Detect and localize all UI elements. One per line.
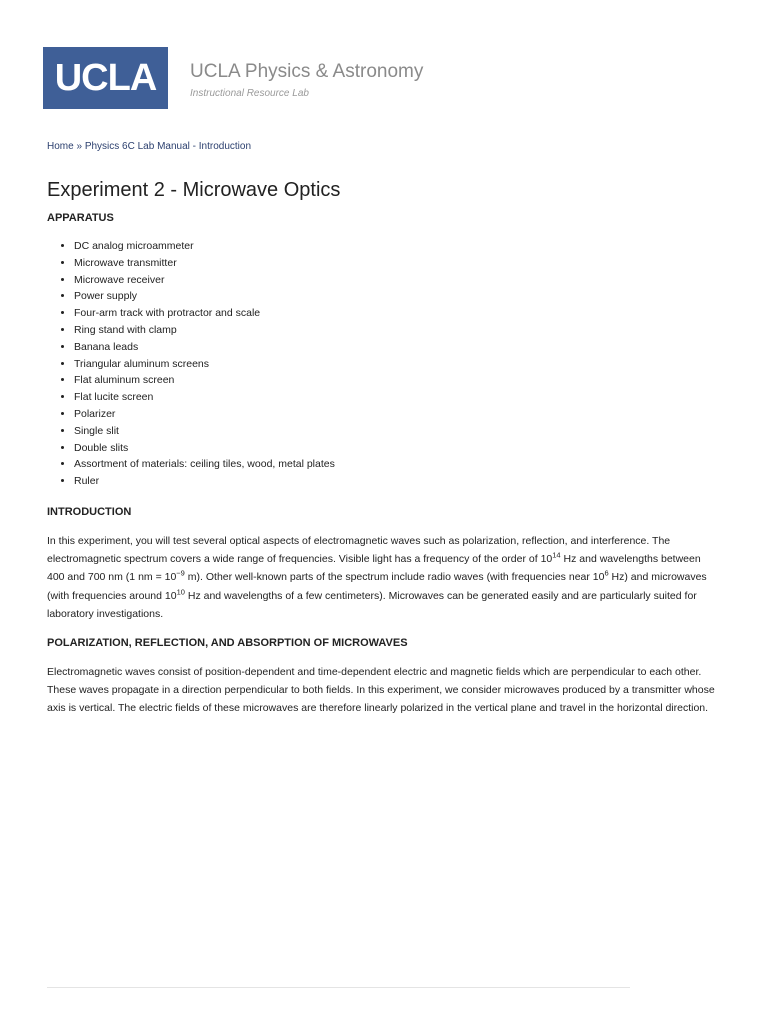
list-item: • Power supply (74, 288, 719, 305)
breadcrumb-home-link[interactable]: Home (47, 141, 74, 152)
apparatus-heading: APPARATUS (47, 212, 114, 224)
list-item: • Double slits (74, 440, 719, 457)
introduction-paragraph (47, 532, 719, 623)
site-subtitle: Instructional Resource Lab (190, 88, 309, 99)
list-item: • Polarizer (74, 406, 719, 423)
intro-text-1: In this experiment, you will test several optical aspects of electromagnetic waves such as polarization, reflection, and interference. The electromagnetic spectrum covers a wide range of frequencies. Visible light has a frequency of the order of 10 (47, 534, 671, 566)
list-item: • Banana leads (74, 339, 719, 356)
site-title[interactable]: UCLA Physics & Astronomy (190, 61, 424, 82)
intro-text-2: Hz and wavelengths between 400 and 700 nm (1 nm = 10 (47, 553, 701, 584)
intro-exponent-4: 10 (176, 587, 185, 597)
list-item: • Assortment of materials: ceiling tiles, wood, metal plates (74, 456, 719, 473)
page-title: Experiment 2 - Microwave Optics (47, 179, 341, 201)
list-item: • Ruler (74, 473, 719, 490)
polarization-heading: POLARIZATION, REFLECTION, AND ABSORPTION OF MICROWAVES (47, 636, 408, 649)
list-item: • Four-arm track with protractor and scale (74, 305, 719, 322)
list-item: • Microwave transmitter (74, 255, 719, 272)
list-item: • Microwave receiver (74, 272, 719, 289)
intro-text-5: Hz and wavelengths of a few centimeters). Microwaves can be generated easily and are particularly suited for laboratory investigations. (47, 589, 697, 620)
apparatus-list (47, 238, 719, 490)
intro-exponent-1: 14 (552, 550, 561, 560)
list-item: • DC analog microammeter (74, 238, 719, 255)
site-branding (190, 47, 423, 99)
list-item: • Single slit (74, 423, 719, 440)
list-item: • Triangular aluminum screens (74, 356, 719, 373)
list-item: • Flat lucite screen (74, 389, 719, 406)
polarization-paragraph: Electromagnetic waves consist of position-dependent and time-dependent electric and magnetic fields which are perpendicular to each other. These waves propagate in a direction perpendicular to both fields. In this experiment, we consider microwaves produced by a transmitter whose axis is vertical. The electric fields of these microwaves are therefore linearly polarized in the vertical plane and travel in the horizontal direction. (47, 665, 715, 715)
list-item: • Flat aluminum screen (74, 372, 719, 389)
breadcrumb-current-link[interactable]: Physics 6C Lab Manual - Introduction (84, 141, 252, 152)
footer-divider (47, 987, 630, 988)
ucla-logo[interactable]: UCLA (43, 47, 168, 109)
site-header (43, 47, 423, 109)
breadcrumb (47, 141, 251, 152)
list-item: • Ring stand with clamp (74, 322, 719, 339)
intro-exponent-3: 6 (604, 568, 609, 578)
intro-exponent-2: −9 (176, 568, 185, 578)
intro-text-3: m). Other well-known parts of the spectrum include radio waves (with frequencies near 10 (184, 571, 605, 584)
introduction-heading: INTRODUCTION (47, 505, 132, 518)
breadcrumb-separator: » (73, 141, 85, 152)
intro-text-4: Hz) and microwaves (with frequencies around 10 (47, 571, 707, 602)
main-content (47, 176, 719, 718)
